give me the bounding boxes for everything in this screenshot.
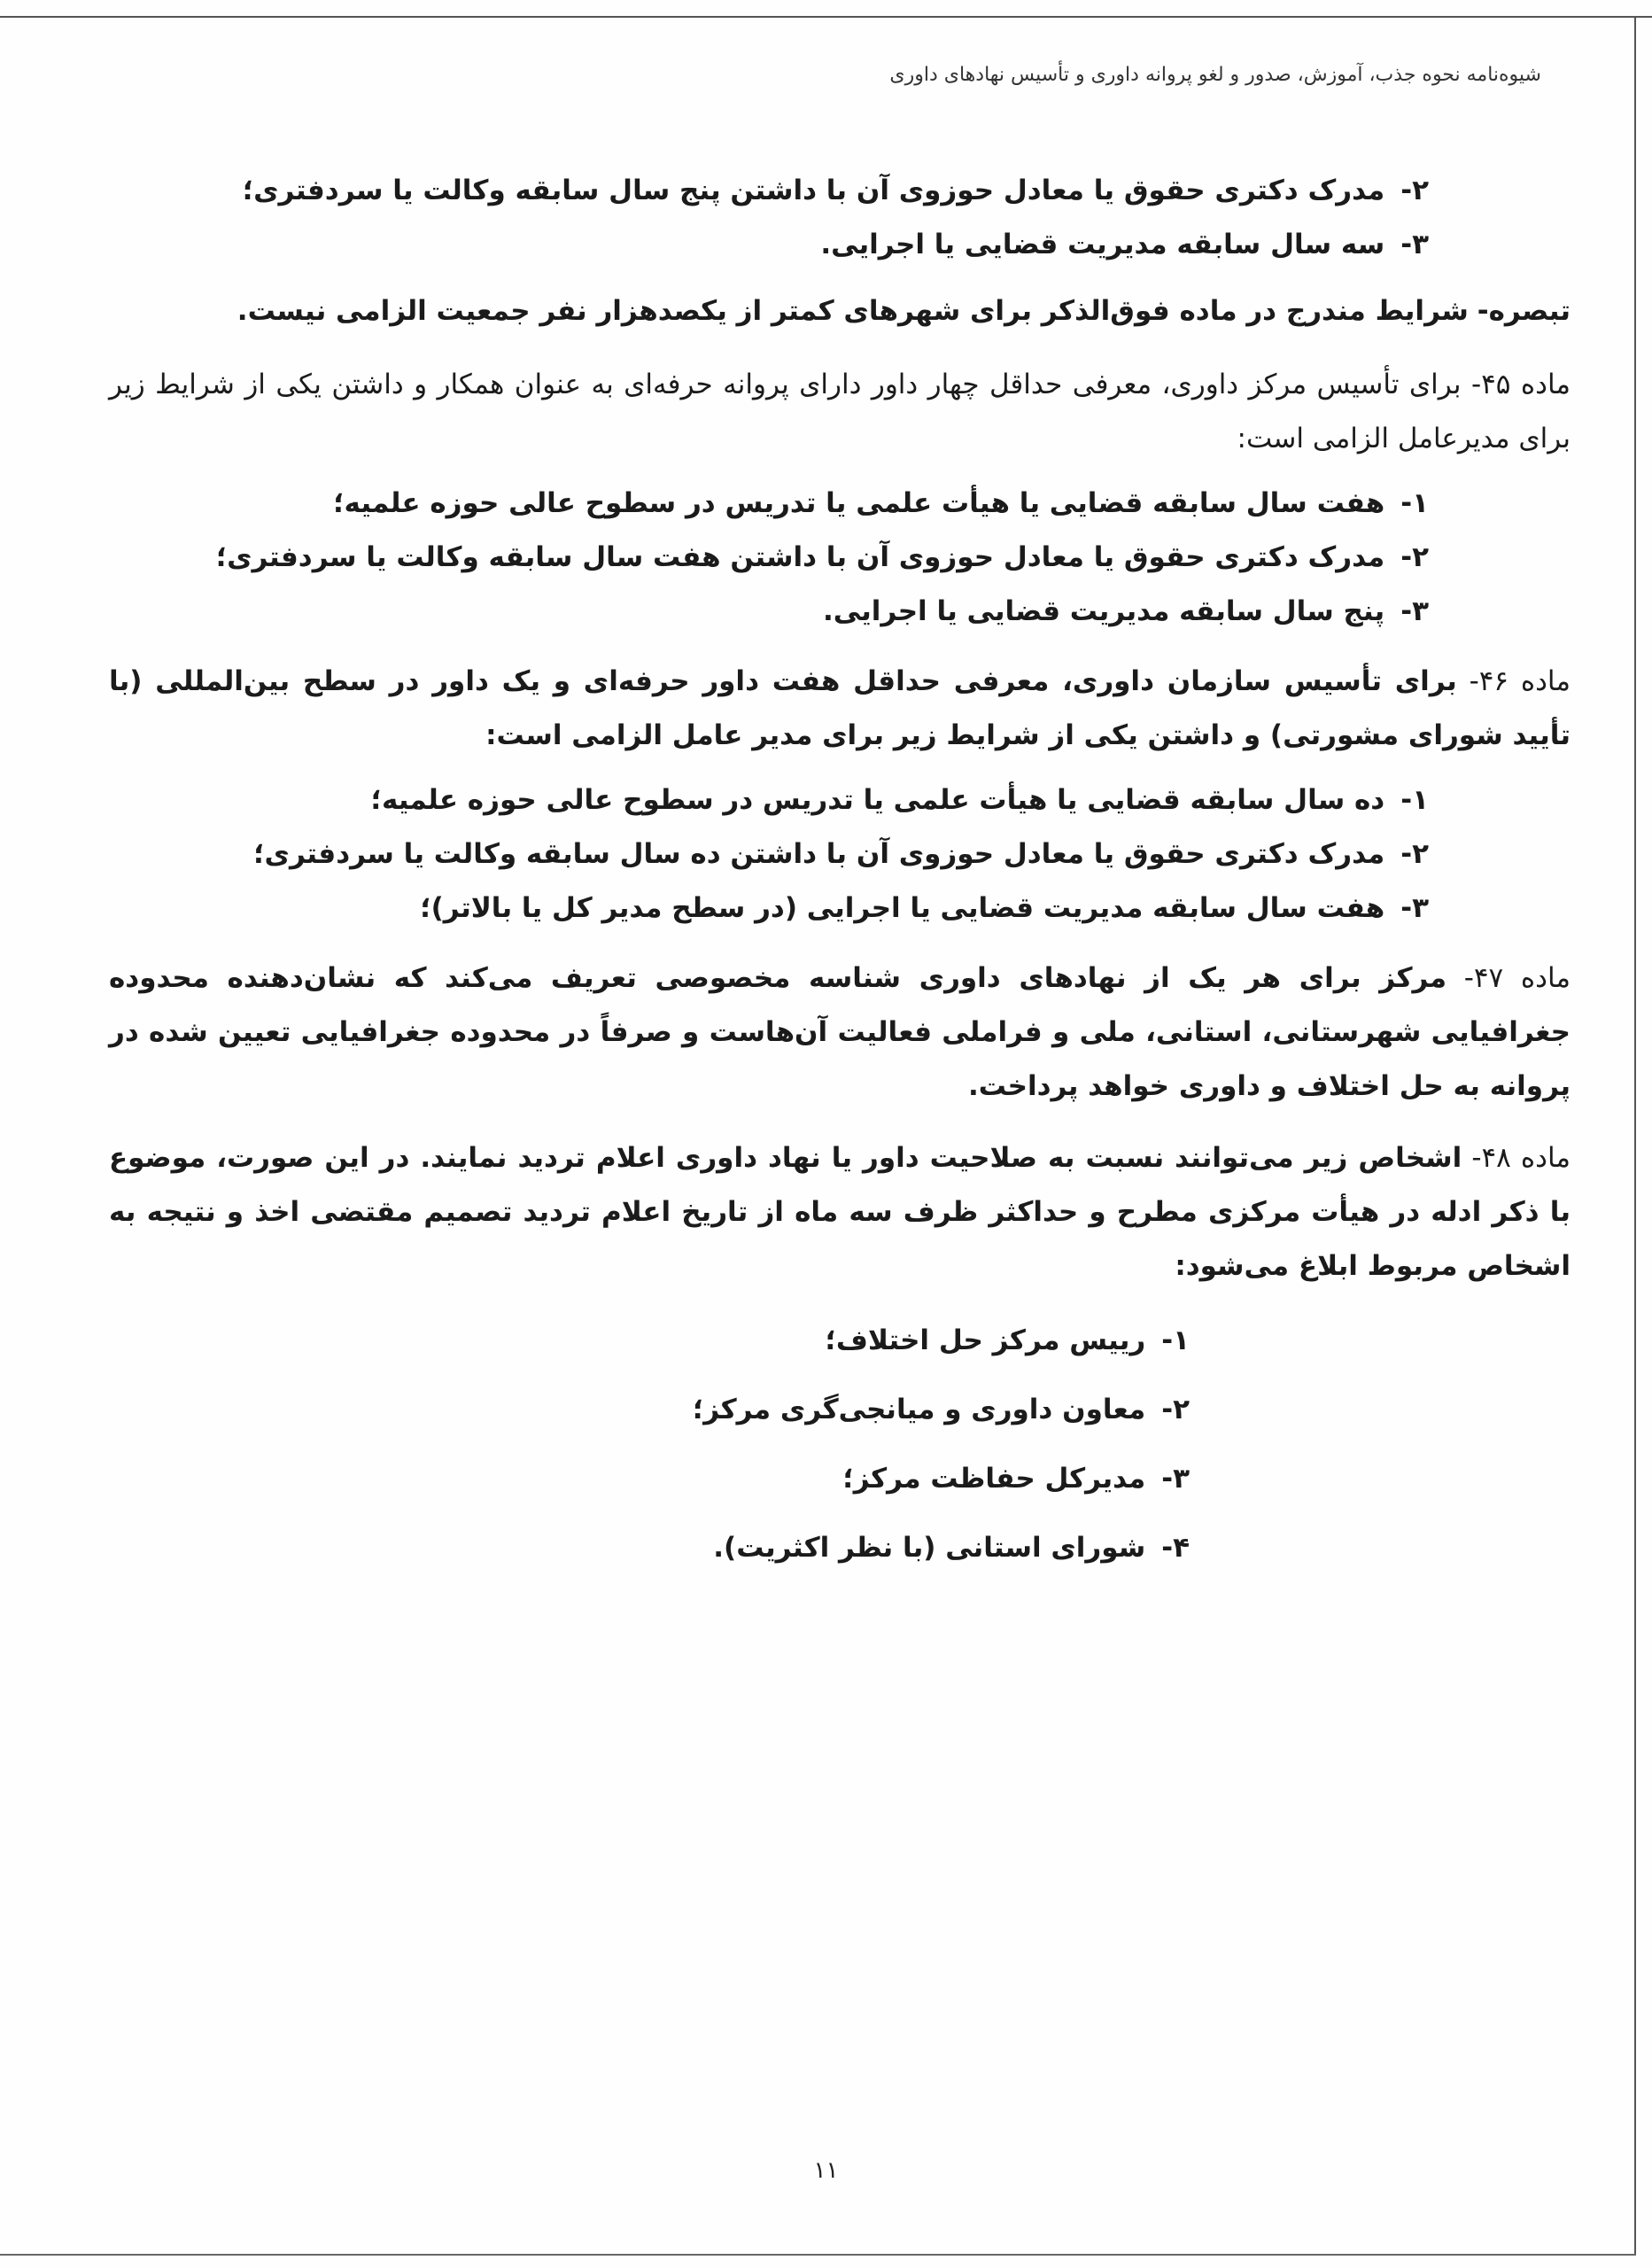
running-header: شیوه‌نامه نحوه جذب، آموزش، صدور و لغو پروانه داوری و تأسیس نهادهای داوری [889,64,1541,86]
list-item [109,164,1429,218]
list-item-number: ۲- [1161,1394,1190,1425]
article-45-paragraph [109,358,1571,466]
list-item-text: مدرک دکتری حقوق یا معادل حوزوی آن با داشتن ده سال سابقه وکالت یا سردفتری؛ [253,838,1385,870]
list-item-text: مدیرکل حفاظت مرکز؛ [842,1463,1146,1495]
list-item [109,882,1429,936]
list-item [109,218,1429,272]
list-item-text: معاون داوری و میانجی‌گری مرکز؛ [692,1394,1146,1425]
article-48-text: اشخاص زیر می‌توانند نسبت به صلاحیت داور یا نهاد داوری اعلام تردید نمایند. در این صورت، موضوع با ذکر ادله در هیأت مرکزی مطرح و حداکثر ظرف سه ماه از تاریخ اعلام تردید تصمیم مقتضی اخذ و نتیجه به اشخاص مربوط ابلاغ می‌شود: [109,1142,1571,1282]
article-45-list [109,477,1571,639]
list-item-number: ۳- [1400,229,1429,260]
list-item-number: ۳- [1400,595,1429,627]
list-item-text: مدرک دکتری حقوق یا معادل حوزوی آن با داشتن پنج سال سابقه وکالت یا سردفتری؛ [242,175,1385,206]
section-a-list [109,164,1571,272]
list-item [109,827,1429,882]
page-border-right [1634,16,1636,2256]
list-item-text: هفت سال سابقه مدیریت قضایی یا اجرایی (در سطح مدیر کل یا بالاتر)؛ [420,892,1385,924]
note-text: شرایط مندرج در ماده فوق‌الذکر برای شهرهای کمتر از یکصدهزار نفر جمعیت الزامی نیست. [237,295,1469,327]
page-border-top [0,16,1652,18]
page-number: ۱۱ [813,2157,839,2184]
note-paragraph [109,284,1571,338]
article-47-text: مرکز برای هر یک از نهادهای داوری شناسه مخصوصی تعریف می‌کند که نشان‌دهنده محدوده جغرافیایی شهرستانی، استانی، ملی و فراملی فعالیت آن‌هاست و صرفاً در محدوده جغرافیایی تعیین شده در پروانه به حل اختلاف و داوری خواهد پرداخت. [109,962,1571,1102]
article-45-text: برای تأسیس مرکز داوری، معرفی حداقل چهار داور دارای پروانه حرفه‌ای به عنوان همکار و داشتن یکی از شرایط زیر برای مدیرعامل الزامی است: [109,369,1571,454]
list-item-number: ۲- [1400,541,1429,573]
list-item-number: ۳- [1161,1463,1190,1495]
list-item-number: ۱- [1400,487,1429,519]
article-46-paragraph [109,655,1571,763]
list-item-number: ۱- [1400,784,1429,816]
list-item-text: مدرک دکتری حقوق یا معادل حوزوی آن با داشتن هفت سال سابقه وکالت یا سردفتری؛ [215,541,1385,573]
list-item-text: سه سال سابقه مدیریت قضایی یا اجرایی. [820,229,1385,260]
list-item-text: ده سال سابقه قضایی یا هیأت علمی یا تدریس در سطوح عالی حوزه علمیه؛ [370,784,1385,816]
list-item-number: ۴- [1161,1532,1190,1564]
list-item [109,1513,1190,1582]
page-border-bottom [0,2254,1636,2256]
note-label: تبصره- [1477,295,1571,327]
list-item-number: ۲- [1400,838,1429,870]
list-item-number: ۲- [1400,175,1429,206]
list-item-text: هفت سال سابقه قضایی یا هیأت علمی یا تدریس در سطوح عالی حوزه علمیه؛ [333,487,1385,519]
article-45-label: ماده ۴۵- [1470,369,1571,400]
list-item-number: ۳- [1400,892,1429,924]
list-item [109,531,1429,585]
article-48-paragraph [109,1131,1571,1293]
list-item-text: پنج سال سابقه مدیریت قضایی یا اجرایی. [823,595,1385,627]
article-47-paragraph [109,951,1571,1114]
list-item-number: ۱- [1161,1324,1190,1356]
list-item [109,477,1429,531]
list-item [109,1444,1190,1513]
document-body [109,164,1571,1582]
article-46-list [109,773,1571,936]
article-48-list [109,1306,1571,1582]
list-item [109,773,1429,827]
article-46-label: ماده ۴۶- [1469,665,1571,697]
list-item [109,1306,1190,1375]
list-item [109,585,1429,639]
list-item-text: رییس مرکز حل اختلاف؛ [825,1324,1146,1356]
article-46-text: برای تأسیس سازمان داوری، معرفی حداقل هفت داور حرفه‌ای و یک داور در سطح بین‌المللی (با تأیید شورای مشورتی) و داشتن یکی از شرایط زیر برای مدیر عامل الزامی است: [109,665,1571,751]
article-47-label: ماده ۴۷- [1463,962,1571,994]
article-48-label: ماده ۴۸- [1471,1142,1571,1174]
list-item [109,1375,1190,1444]
list-item-text: شورای استانی (با نظر اکثریت). [713,1532,1146,1564]
